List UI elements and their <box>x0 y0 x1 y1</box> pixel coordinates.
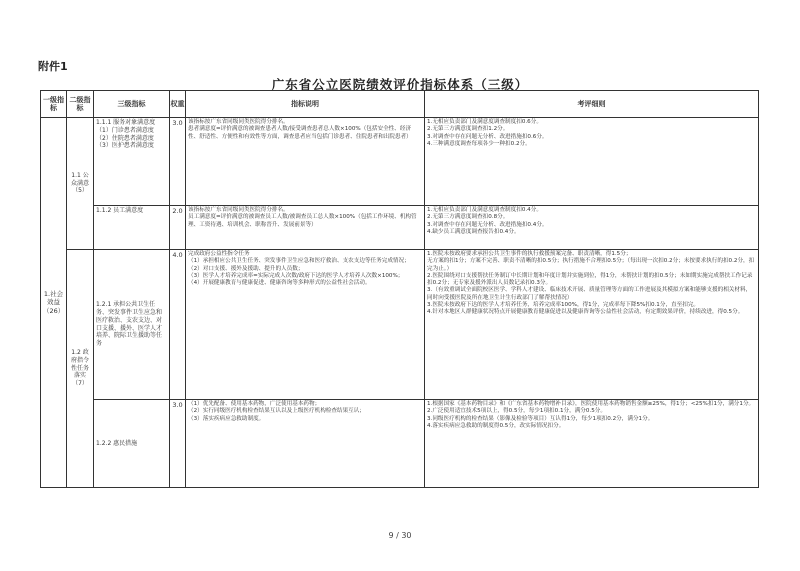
criteria-line: 3.医院未按政府下达的医学人才培养任务，培养完成率100%，得1分，完成率每下降5%扣0.1分，直至扣完。 <box>427 301 700 308</box>
header-weight: 权重 <box>170 91 186 118</box>
table-row <box>41 250 759 400</box>
description-line: （3）落实疾病应急救助制度。 <box>188 415 265 422</box>
level3-line: 1.2.1 承担公共卫生任务、突发事件卫生应急和医疗救治、支农支边、对口支援、援外、医学人才培养、院际卫生援助等任务 <box>96 301 163 348</box>
attachment-label: 附件1 <box>38 60 68 73</box>
level3-line: 1.1.2 员工满意度 <box>96 207 144 214</box>
criteria-line: 4.针对本地区人群健康状况特点开展健康教育健康促进以及健康咨询等公益性社会活动，有定期效果评价，持续改进，得0.5分。 <box>427 309 744 316</box>
criteria-line: 3.同级医疗机构的检查结果（影像及检验等项目）互认得1分，每少1项扣0.2分，满分1分。 <box>427 415 654 422</box>
criteria-line: 1.医院未按政府要求承担公共卫生事件的执行救援预案完备、职责清晰，得1.5分； <box>427 251 632 257</box>
page-number: 9 / 30 <box>388 531 412 540</box>
description-line: （2）对口支援、援外及援助、提升的人员数； <box>188 265 304 272</box>
header-level2: 二级指标 <box>67 91 94 118</box>
level3-line: （1）门诊患者满意度 <box>96 126 154 134</box>
criteria-line: 3.对调查中存在问题无分析、改进措施扣0.4分。 <box>427 221 548 228</box>
weight-cell: 2.0 <box>170 206 186 250</box>
weight-cell: 3.0 <box>170 118 186 206</box>
criteria-line: 无方案的扣1分；方案不完善、职责不清晰的扣0.5分；执行措施不合理扣0.5分；（每出现一次扣0.2分；未按要求执行的扣0.2分，扣完为止。） <box>427 258 755 272</box>
table-header-row <box>41 91 759 118</box>
criteria-line: 2.广泛使用适宜技术5项以上，得0.5分，每少1项扣0.1分，满分0.5分。 <box>427 408 606 415</box>
level3-line: 1.2.2 惠民措施 <box>96 439 138 447</box>
level3-line: 1.1.1 服务对象满意度 <box>96 119 156 126</box>
description-cell <box>186 206 425 250</box>
header-level3: 三级指标 <box>94 91 170 118</box>
description-line: 完成政府公益性指令任务 <box>188 251 250 257</box>
description-line: （3）医学人才培养完成率=实际完成人次数/政府下达的医学人才培养人次数×100%； <box>188 272 404 279</box>
table-row <box>41 400 759 488</box>
description-line: （1）承担相应公共卫生任务、突发事件卫生应急和医疗救治、支农支边等任务完成情况； <box>188 258 410 265</box>
criteria-line: 1.无相应负责部门及满意度调查制度扣0.6分。 <box>427 119 542 125</box>
level3-cell <box>94 400 170 488</box>
level3-cell <box>94 118 170 206</box>
description-line: 该指标按广东省同级同类医院得分排名。 <box>188 119 289 125</box>
header-criteria: 考评细则 <box>425 91 759 118</box>
criteria-line: 1.根据国家《基本药物目录》和《广东省基本药物增补目录》，医院使用基本药物销售金额≥25%，得1分；<25%扣1分，满分1分。 <box>427 401 755 407</box>
description-cell <box>186 400 425 488</box>
header-level1: 一级指标 <box>41 91 67 118</box>
weight-cell: 4.0 <box>170 250 186 400</box>
level3-cell <box>94 206 170 250</box>
document-title: 广东省公立医院绩效评价指标体系（三级） <box>271 77 529 92</box>
criteria-line: 2.无第三方满意度调查扣0.8分。 <box>427 214 509 221</box>
level2-cell-b: 1.2 政府指令性任务落实（7） <box>67 250 94 488</box>
criteria-cell <box>425 206 759 250</box>
criteria-line: 3.（有效重调试全面院校区医学、学科人才建设、临床技术开展、质量管理等方面的工作进展及其模拟方案和能够支援的相关材料，同时向受援医院及所在地卫生计生行政部门了解帮扶情况） <box>427 287 752 301</box>
header-description: 指标说明 <box>186 91 425 118</box>
criteria-line: 4.三种满意度调查每项各少一种扣0.2分。 <box>427 140 531 147</box>
criteria-cell <box>425 400 759 488</box>
description-line: 该指标按广东省同级同类医院得分排名。 <box>188 207 289 213</box>
criteria-line: 2.无第三方满意度调查扣1.2分。 <box>427 126 509 133</box>
table-row <box>41 206 759 250</box>
description-cell <box>186 250 425 400</box>
criteria-line: 2.医院围绕对口支援帮扶任务制订中长期计划和年度计划并实施到位，得1分，未帮扶计划的扣0.5分；未如期实施完成帮扶工作记录扣0.2分；无专家及援外派出人员数记录扣0.3分。 <box>427 272 753 287</box>
level3-line: （3）医护患者满意度 <box>96 142 154 150</box>
description-line: （1）优先配备、使用基本药物，广泛使用基本药物； <box>188 401 321 407</box>
criteria-cell <box>425 118 759 206</box>
criteria-line: 3.对调查中存在问题无分析、改进措施扣0.6分。 <box>427 133 548 140</box>
description-line: 员工满意度=评价满意的被调查员工人数/被调查员工总人数×100%（包括工作环境、机构管理、工资待遇、培训机会、职称晋升、发展前景等） <box>188 214 417 228</box>
level1-cell: 1.社会效益（26） <box>41 118 67 488</box>
level3-line: （2）住院患者满意度 <box>96 134 154 142</box>
level3-cell <box>94 250 170 400</box>
weight-cell: 3.0 <box>170 400 186 488</box>
description-line: （4）开展健康教育与健康促进、健康咨询等多种形式的公益性社会活动。 <box>188 280 371 287</box>
description-cell <box>186 118 425 206</box>
criteria-cell <box>425 250 759 400</box>
description-line: 患者满意度=评价满意的被调查患者人数/接受调查患者总人数×100%（包括安全性、经济性、舒适性、方便性和有效性等方面，调查患者应当包括门诊患者、住院患者和出院患者） <box>188 126 412 140</box>
level2-cell-a: 1.1 公众满意（5） <box>67 118 94 250</box>
description-line: （2）实行同级医疗机构检查结果互认以及上级医疗机构检查结果互认； <box>188 408 365 415</box>
criteria-line: 1.无相应负责部门及满意度调查制度扣0.4分。 <box>427 207 542 213</box>
indicator-table <box>40 90 759 488</box>
criteria-line: 4.落实疾病应急救助的制度得0.5分，改实际情况扣分。 <box>427 422 565 429</box>
criteria-line: 4.缺少员工满意度调查报告扣0.4分。 <box>427 228 520 235</box>
table-row <box>41 118 759 206</box>
